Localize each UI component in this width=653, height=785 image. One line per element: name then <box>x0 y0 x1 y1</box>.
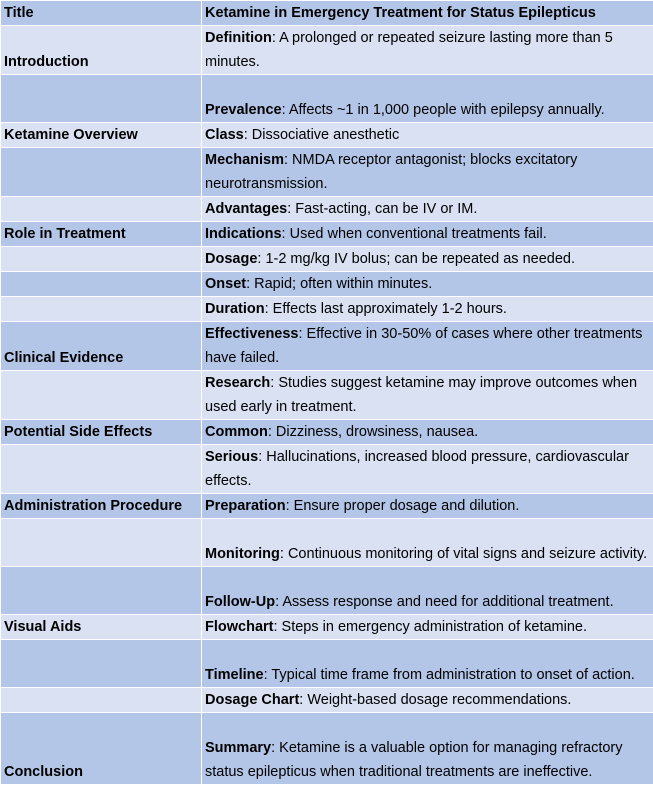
section-label <box>1 688 202 713</box>
section-label <box>1 272 202 297</box>
section-label <box>1 148 202 197</box>
table-row <box>1 297 653 322</box>
table-row <box>1 148 653 197</box>
table-row <box>1 420 653 445</box>
detail-cell <box>202 615 653 640</box>
section-label <box>1 297 202 322</box>
section-label <box>1 247 202 272</box>
table-row <box>1 272 653 297</box>
detail-cell <box>202 148 653 197</box>
detail-key: Duration <box>205 301 265 317</box>
table-row <box>1 371 653 420</box>
detail-cell <box>202 75 653 123</box>
detail-text: : A prolonged or repeated seizure lasting more than 5 minutes. <box>205 30 613 70</box>
detail-text: : Ketamine is a valuable option for managing refractory status epilepticus when traditional treatments are ineffective. <box>205 740 623 780</box>
section-label: Introduction <box>1 26 202 75</box>
detail-cell <box>202 567 653 615</box>
detail-key: Summary <box>205 740 271 756</box>
table-row <box>1 519 653 567</box>
detail-key: Flowchart <box>205 619 273 635</box>
detail-cell <box>202 494 653 519</box>
detail-cell <box>202 688 653 713</box>
table-row <box>1 26 653 75</box>
detail-cell <box>202 322 653 371</box>
detail-text: : Used when conventional treatments fail. <box>282 226 547 242</box>
table-row <box>1 75 653 123</box>
section-label <box>1 519 202 567</box>
detail-cell <box>202 420 653 445</box>
detail-text: : Rapid; often within minutes. <box>246 276 432 292</box>
detail-text: : Studies suggest ketamine may improve outcomes when used early in treatment. <box>205 375 637 415</box>
section-label: Administration Procedure <box>1 494 202 519</box>
detail-text: : Affects ~1 in 1,000 people with epilepsy annually. <box>282 102 605 118</box>
table-row <box>1 688 653 713</box>
title-value: Ketamine in Emergency Treatment for Status Epilepticus <box>202 1 653 26</box>
detail-cell <box>202 123 653 148</box>
detail-cell <box>202 197 653 222</box>
table-row <box>1 222 653 247</box>
section-label: Ketamine Overview <box>1 123 202 148</box>
section-label: Conclusion <box>1 713 202 785</box>
detail-text: : Steps in emergency administration of ketamine. <box>273 619 587 635</box>
detail-cell <box>202 222 653 247</box>
detail-text: : Hallucinations, increased blood pressure, cardiovascular effects. <box>205 449 629 489</box>
section-label: Potential Side Effects <box>1 420 202 445</box>
section-label: Visual Aids <box>1 615 202 640</box>
title-label: Title <box>1 1 202 26</box>
table-row <box>1 713 653 785</box>
detail-key: Research <box>205 375 270 391</box>
header-row <box>1 1 653 26</box>
section-label <box>1 640 202 688</box>
detail-text: : Assess response and need for additional treatment. <box>275 594 614 610</box>
detail-key: Onset <box>205 276 246 292</box>
table-row <box>1 445 653 494</box>
table-row <box>1 123 653 148</box>
detail-key: Follow-Up <box>205 594 275 610</box>
detail-text: : Dissociative anesthetic <box>244 127 400 143</box>
detail-key: Serious <box>205 449 258 465</box>
table-row <box>1 640 653 688</box>
detail-cell <box>202 272 653 297</box>
detail-key: Monitoring <box>205 546 280 562</box>
detail-key: Mechanism <box>205 152 284 168</box>
detail-key: Timeline <box>205 667 264 683</box>
detail-key: Definition <box>205 30 272 46</box>
detail-key: Dosage Chart <box>205 692 299 708</box>
table-row <box>1 567 653 615</box>
detail-key: Common <box>205 424 268 440</box>
detail-text: : Effects last approximately 1-2 hours. <box>265 301 507 317</box>
section-label: Role in Treatment <box>1 222 202 247</box>
section-label <box>1 445 202 494</box>
detail-cell <box>202 445 653 494</box>
detail-text: : Fast-acting, can be IV or IM. <box>287 201 477 217</box>
detail-text: : Typical time frame from administration to onset of action. <box>264 667 635 683</box>
detail-text: : Continuous monitoring of vital signs and seizure activity. <box>280 546 647 562</box>
detail-text: : Weight-based dosage recommendations. <box>299 692 571 708</box>
detail-key: Prevalence <box>205 102 282 118</box>
table-row <box>1 197 653 222</box>
detail-cell <box>202 297 653 322</box>
detail-text: : Dizziness, drowsiness, nausea. <box>268 424 478 440</box>
detail-text: : Effective in 30-50% of cases where other treatments have failed. <box>205 326 642 366</box>
detail-cell <box>202 640 653 688</box>
table-row <box>1 615 653 640</box>
detail-key: Effectiveness <box>205 326 299 342</box>
detail-cell <box>202 713 653 785</box>
section-label: Clinical Evidence <box>1 322 202 371</box>
detail-cell <box>202 26 653 75</box>
section-label <box>1 567 202 615</box>
detail-key: Indications <box>205 226 282 242</box>
detail-key: Advantages <box>205 201 287 217</box>
detail-cell <box>202 519 653 567</box>
section-label <box>1 75 202 123</box>
detail-key: Preparation <box>205 498 286 514</box>
detail-text: : NMDA receptor antagonist; blocks excitatory neurotransmission. <box>205 152 577 192</box>
section-label <box>1 371 202 420</box>
table-row <box>1 494 653 519</box>
section-label <box>1 197 202 222</box>
detail-text: : 1-2 mg/kg IV bolus; can be repeated as needed. <box>257 251 575 267</box>
detail-text: : Ensure proper dosage and dilution. <box>286 498 520 514</box>
detail-key: Dosage <box>205 251 257 267</box>
detail-key: Class <box>205 127 244 143</box>
table-row <box>1 247 653 272</box>
table-row <box>1 322 653 371</box>
detail-cell <box>202 371 653 420</box>
detail-cell <box>202 247 653 272</box>
